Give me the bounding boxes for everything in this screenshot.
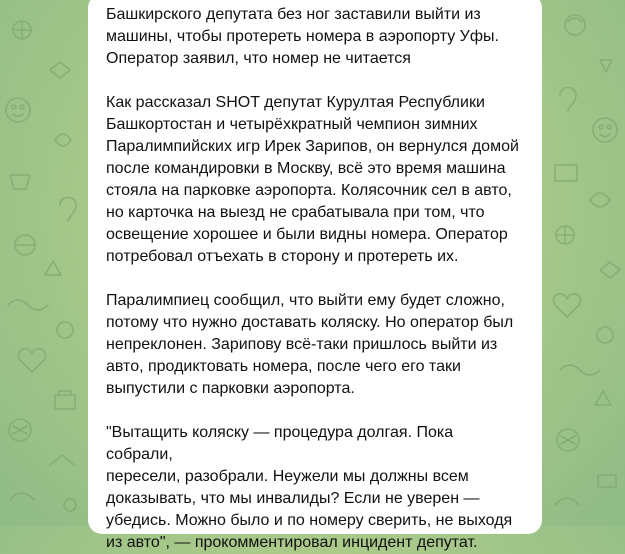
message-bubble[interactable] [88,0,542,551]
message-paragraph-1: Башкирского депутата без ног заставили выйти из машины, чтобы протереть номера в аэропорту Уфы. Оператор заявил, что номер не читается [106,6,499,67]
message-paragraph-4: "Вытащить коляску — процедура долгая. Пока собрали, пересели, разобрали. Неужели мы должны всем доказывать, что мы инвалиды? Если не уверен — убедись. Можно было и по номеру сверить, не выходя из авто", — прокомментировал инцидент депутат. [106,424,513,551]
message-paragraph-3: Паралимпиец сообщил, что выйти ему будет сложно, потому что нужно доставать коляску. Но оператор был непреклонен. Зарипову всё-таки пришлось выйти из авто, продиктовать номера, после чего его таки выпустили с парковки аэропорта. [106,292,514,397]
message-text [106,4,524,554]
message-paragraph-2: Как рассказал SHOT депутат Курултая Республики Башкортостан и четырёхкратный чемпион зимних Паралимпийских игр Ирек Зарипов, он вернулся домой после командировки в Москву, всё это время машина стояла на парковке аэропорта. Колясочник сел в авто, но карточка на выезд не срабатывала при том, что освещение хорошее и были видны номера. Оператор потребовал отъехать в сторону и протереть их. [106,94,519,265]
